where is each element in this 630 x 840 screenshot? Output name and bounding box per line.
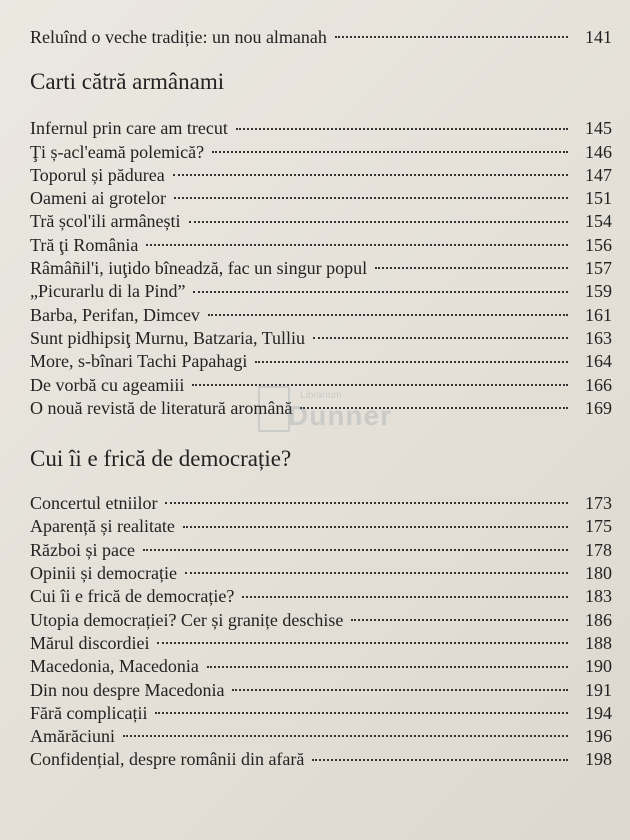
- section-heading: Cui îi e frică de democrație?: [30, 446, 292, 472]
- dot-leader: [174, 197, 568, 199]
- toc-entry-page: 198: [585, 749, 612, 770]
- toc-entry-title: Macedonia, Macedonia: [30, 656, 199, 677]
- toc-entry-title: Infernul prin care am trecut: [30, 118, 228, 139]
- toc-entry: [30, 609, 612, 632]
- toc-entry-page: 190: [585, 656, 612, 677]
- toc-entry-page: 188: [585, 632, 612, 653]
- toc-entry-page: 161: [585, 304, 612, 325]
- toc-entry-page: 196: [585, 726, 612, 747]
- toc-entry-page: 159: [585, 281, 612, 302]
- toc-entry-page: 141: [585, 27, 612, 47]
- dot-leader: [255, 361, 568, 363]
- toc-entry-title: Toporul și pădurea: [30, 164, 165, 185]
- toc-entry-title: Amărăciuni: [30, 726, 115, 747]
- dot-leader: [232, 689, 568, 691]
- dot-leader: [185, 572, 568, 574]
- toc-entry-page: 178: [585, 539, 612, 560]
- dot-leader: [165, 502, 568, 504]
- toc-entry-title: Râmâñil'i, iuţido bîneadză, fac un singur popul: [30, 258, 368, 279]
- toc-entry-title: Sunt pidhipsiţ Murnu, Batzaria, Tulliu: [30, 327, 306, 348]
- toc-entry-page: 180: [585, 563, 612, 584]
- dot-leader: [212, 151, 568, 153]
- toc-entry-title: „Picurarlu di la Pind”: [30, 281, 186, 302]
- toc-entry: [30, 234, 612, 257]
- dot-leader: [351, 619, 568, 621]
- dot-leader: [313, 337, 568, 339]
- toc-entry-title: Tră ţi România: [30, 234, 139, 255]
- toc-entry-title: De vorbă cu ageamiii: [30, 374, 185, 395]
- toc-entry: [30, 492, 612, 515]
- dot-leader: [157, 642, 568, 644]
- watermark-large-text: Dunner: [288, 400, 392, 431]
- toc-entry-title: Opinii și democrație: [30, 563, 177, 584]
- toc-entry: [30, 725, 612, 748]
- toc-entry: [30, 655, 612, 678]
- toc-entry-page: 183: [585, 586, 612, 607]
- section-entries: [30, 492, 612, 772]
- watermark-logo: [258, 386, 398, 436]
- toc-entry-title: Utopia democrației? Cer și granițe deschise: [30, 609, 344, 630]
- toc-entry-title: Oameni ai grotelor: [30, 188, 166, 209]
- watermark-small-text: Librarium: [300, 390, 342, 401]
- section-heading: Carti cătră armânami: [30, 69, 225, 95]
- toc-entry-page: 191: [585, 679, 612, 700]
- toc-entry-page: 147: [585, 164, 612, 185]
- toc-entry-title: Cui îi e frică de democrație?: [30, 586, 235, 607]
- toc-entry: [30, 210, 612, 233]
- toc-entry-title: Fără complicații: [30, 702, 148, 723]
- toc-entry: [30, 26, 612, 49]
- dot-leader: [146, 244, 568, 246]
- toc-entry: [30, 164, 612, 187]
- toc-entry: [30, 304, 612, 327]
- dot-leader: [312, 759, 568, 761]
- toc-entry-title: O nouă revistă de literatură aromână: [30, 397, 293, 418]
- toc-entry: [30, 539, 612, 562]
- toc-entry: [30, 632, 612, 655]
- watermark-box-icon: [258, 386, 290, 432]
- toc-entry-title: Din nou despre Macedonia: [30, 679, 225, 700]
- toc-entry: [30, 679, 612, 702]
- toc-entry-page: 146: [585, 141, 612, 162]
- dot-leader: [183, 526, 568, 528]
- toc-entry-title: Mărul discordiei: [30, 632, 150, 653]
- toc-entry-page: 164: [585, 351, 612, 372]
- dot-leader: [236, 128, 568, 130]
- toc-entry-title: More, s-bînari Tachi Papahagi: [30, 351, 248, 372]
- dot-leader: [189, 221, 568, 223]
- toc-entry: [30, 585, 612, 608]
- toc-entry-page: 156: [585, 234, 612, 255]
- dot-leader: [335, 36, 568, 38]
- toc-entry-page: 157: [585, 258, 612, 279]
- dot-leader: [207, 666, 568, 668]
- toc-entry-page: 173: [585, 493, 612, 514]
- toc-entry: [30, 280, 612, 303]
- toc-entry: [30, 562, 612, 585]
- toc-entry-title: Ţi ș-acl'eamă polemică?: [30, 141, 205, 162]
- toc-entry: [30, 187, 612, 210]
- toc-entry-title: Reluînd o veche tradiție: un nou almanah: [30, 27, 327, 47]
- toc-entry-title: Tră școl'ili armânești: [30, 211, 181, 232]
- toc-entry-page: 194: [585, 702, 612, 723]
- toc-entry-page: 169: [585, 397, 612, 418]
- toc-entry-page: 186: [585, 609, 612, 630]
- dot-leader: [123, 735, 568, 737]
- toc-entry: [30, 257, 612, 280]
- dot-leader: [375, 267, 568, 269]
- toc-entry-title: Confidențial, despre românii din afară: [30, 749, 305, 770]
- toc-entry: [30, 515, 612, 538]
- toc-entry-title: Barba, Perifan, Dimcev: [30, 304, 200, 325]
- toc-entry-title: Concertul etniilor: [30, 493, 158, 514]
- toc-entry: [30, 117, 612, 140]
- dot-leader: [208, 314, 568, 316]
- dot-leader: [155, 712, 568, 714]
- toc-entry: [30, 141, 612, 164]
- toc-entry: [30, 702, 612, 725]
- toc-entry-page: 163: [585, 327, 612, 348]
- toc-entry-title: Aparență și realitate: [30, 516, 175, 537]
- toc-entry-page: 151: [585, 188, 612, 209]
- toc-entry-page: 166: [585, 374, 612, 395]
- dot-leader: [173, 174, 568, 176]
- toc-entry-page: 175: [585, 516, 612, 537]
- toc-entry-page: 145: [585, 118, 612, 139]
- toc-entry-title: Război și pace: [30, 539, 135, 560]
- dot-leader: [143, 549, 568, 551]
- toc-entry: [30, 327, 612, 350]
- section-entries: [30, 117, 612, 420]
- toc-entry: [30, 350, 612, 373]
- toc-entry-page: 154: [585, 211, 612, 232]
- toc-entry: [30, 748, 612, 771]
- dot-leader: [242, 596, 568, 598]
- dot-leader: [193, 291, 568, 293]
